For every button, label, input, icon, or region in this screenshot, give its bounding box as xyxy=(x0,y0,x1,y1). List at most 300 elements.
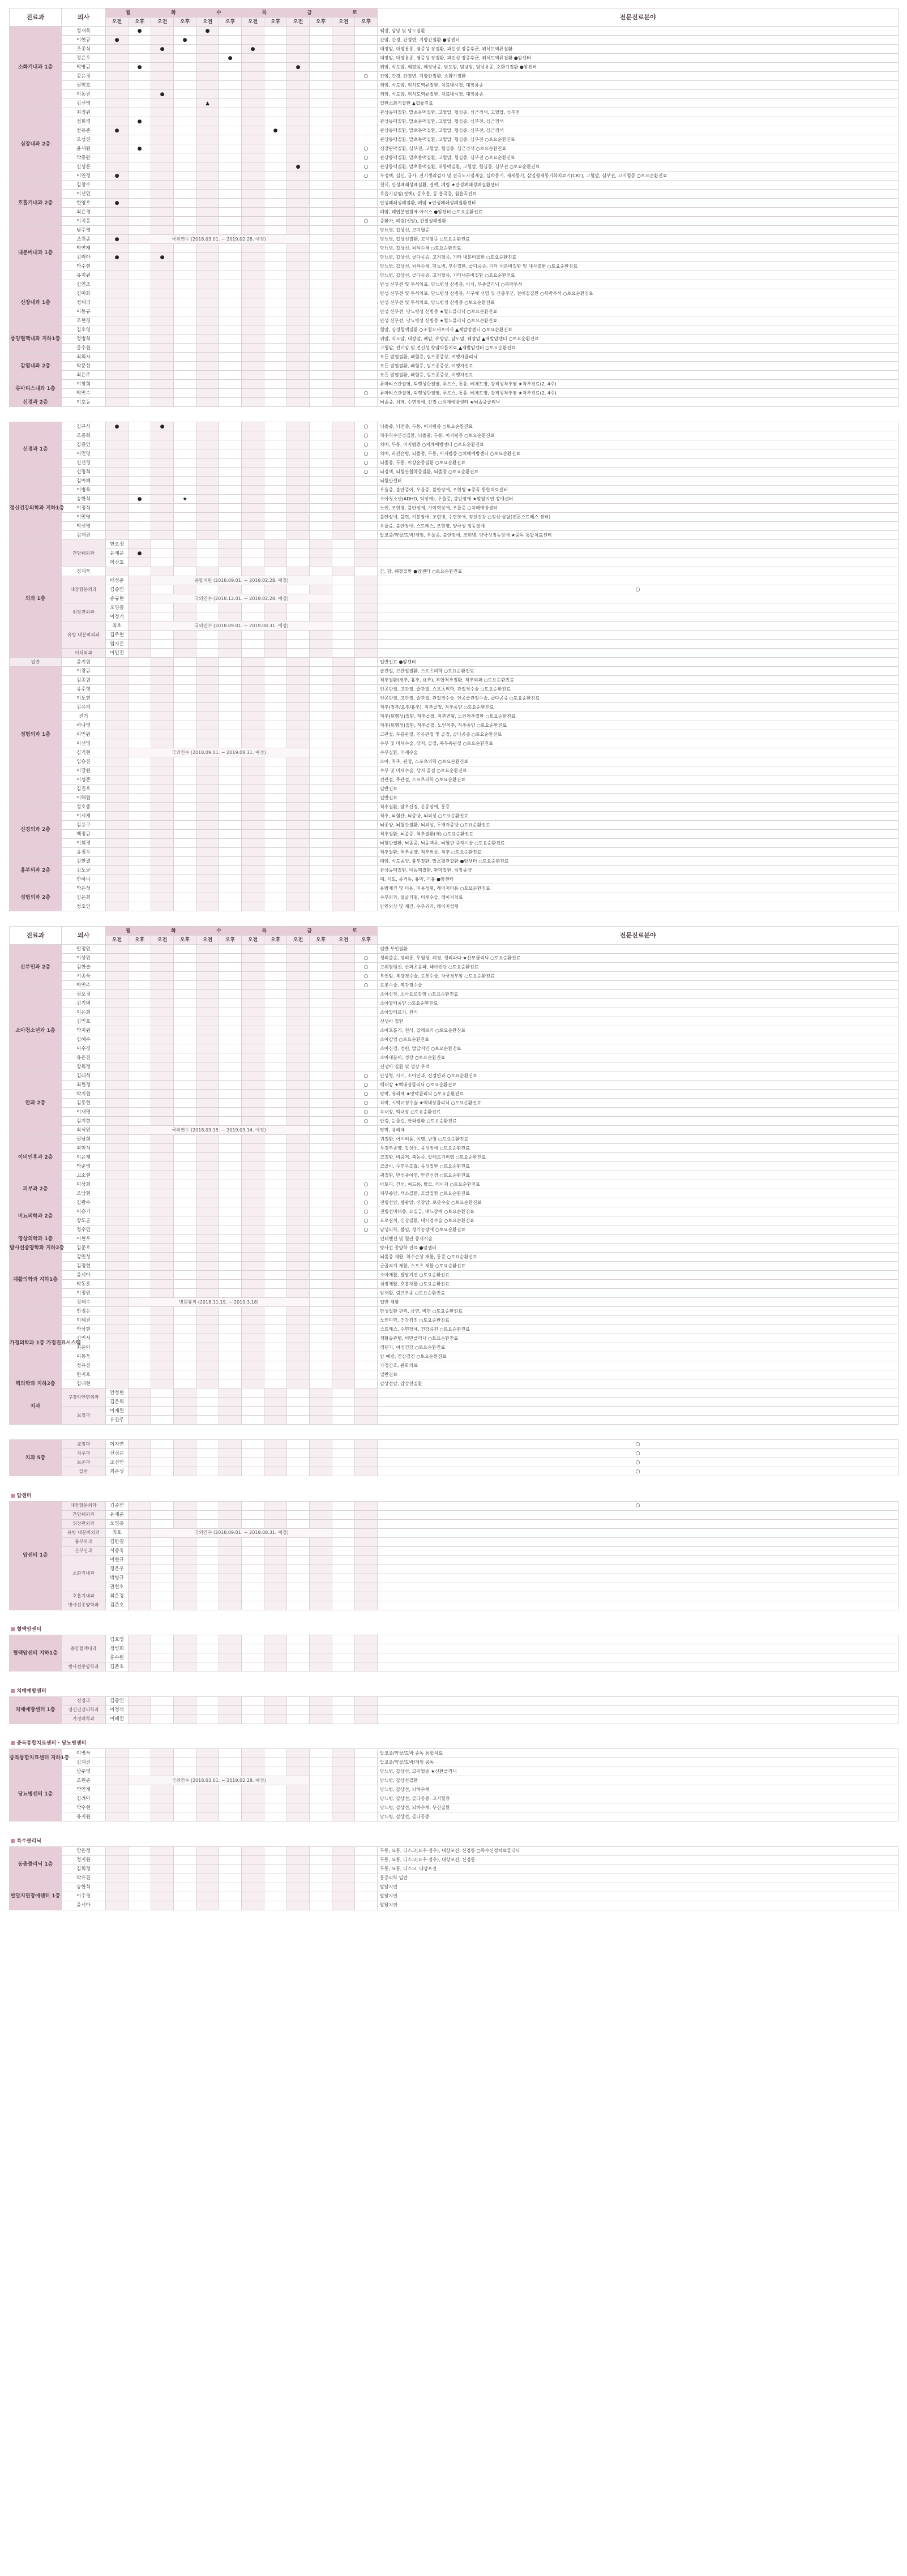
doctor-name[interactable]: 김준호 xyxy=(106,1662,129,1671)
doctor-name[interactable]: 김한솔 xyxy=(62,963,106,972)
table-row xyxy=(10,649,899,658)
header-dept: 진료과 xyxy=(10,927,62,945)
doctor-name[interactable]: 김준호 xyxy=(62,1244,106,1253)
doctor-name[interactable]: 이지연 xyxy=(106,1440,129,1449)
doctor-name[interactable]: 김혜수 xyxy=(62,1035,106,1044)
doctor-name[interactable]: 박유진 xyxy=(62,1874,106,1883)
doctor-name[interactable]: 김호영 xyxy=(106,1635,129,1644)
doctor-name[interactable]: 이도현 xyxy=(62,694,106,703)
doctor-name[interactable]: 박수현 xyxy=(62,262,106,271)
doctor-name[interactable]: 한영호 xyxy=(62,199,106,208)
doctor-name[interactable]: 김종원 xyxy=(62,676,106,685)
doctor-name[interactable]: 이혜진 xyxy=(62,1316,106,1325)
table-row xyxy=(10,54,899,63)
doctor-name[interactable]: 이정기 xyxy=(106,612,129,622)
doctor-name[interactable]: 최은경 xyxy=(62,208,106,217)
schedule-cell xyxy=(242,1035,264,1044)
specialty-text: 척추질환, 말초신경, 운동장애, 통증 xyxy=(378,803,899,812)
doctor-name[interactable]: 오명종 xyxy=(106,603,129,612)
doctor-name[interactable]: 이승기 xyxy=(62,1207,106,1216)
schedule-cell xyxy=(151,190,174,199)
schedule-cell: ○ xyxy=(355,1216,378,1225)
schedule-cell xyxy=(196,72,219,81)
doctor-name[interactable]: 이민진 xyxy=(106,649,129,658)
schedule-cell: ● xyxy=(151,253,174,262)
doctor-name[interactable]: 이서재 xyxy=(62,812,106,821)
doctor-name[interactable]: 하나영 xyxy=(62,721,106,730)
schedule-cell xyxy=(151,1555,174,1565)
doctor-name[interactable]: 장희정 xyxy=(62,1062,106,1071)
schedule-cell xyxy=(106,794,129,803)
doctor-name[interactable]: 한오정 xyxy=(106,540,129,549)
table-row xyxy=(10,1289,899,1298)
doctor-name[interactable]: 정재욱 xyxy=(62,27,106,36)
doctor-name[interactable]: 김도균 xyxy=(62,866,106,875)
subdept-cell: 구강악안면외과 xyxy=(62,1388,106,1407)
doctor-name[interactable]: 김진호 xyxy=(62,785,106,794)
doctor-name[interactable]: 정희경 xyxy=(62,117,106,126)
schedule-cell xyxy=(129,1449,151,1458)
doctor-name[interactable]: 이호동 xyxy=(62,398,106,407)
doctor-name[interactable]: 송한석 xyxy=(62,1883,106,1892)
doctor-name[interactable]: 박종관 xyxy=(62,153,106,162)
doctor-name[interactable]: 김유리 xyxy=(62,703,106,712)
doctor-name[interactable]: 안은정 xyxy=(62,1846,106,1855)
doctor-name[interactable]: 홍수원 xyxy=(106,1653,129,1662)
doctor-name[interactable]: 박상현 xyxy=(62,1325,106,1334)
doctor-name[interactable]: 홍수원 xyxy=(62,344,106,353)
doctor-name[interactable]: 정수민 xyxy=(62,1225,106,1235)
schedule-cell xyxy=(264,1449,287,1458)
doctor-name[interactable]: 정혜수 xyxy=(62,1298,106,1307)
specialty-text: 코골이, 수면무호흡, 음성질환 ○토요순환진료 xyxy=(378,1162,899,1171)
doctor-name[interactable]: 강민성 xyxy=(62,1253,106,1262)
schedule-cell xyxy=(174,1715,196,1724)
schedule-cell xyxy=(242,1635,264,1644)
schedule-cell xyxy=(219,1171,242,1180)
schedule-cell xyxy=(151,603,174,612)
doctor-name[interactable]: 김기현 xyxy=(62,748,106,757)
doctor-name[interactable]: 김동현 xyxy=(62,1099,106,1108)
schedule-cell xyxy=(106,449,129,458)
doctor-name[interactable]: 이광규 xyxy=(62,667,106,676)
doctor-name[interactable]: 최원정 xyxy=(62,1081,106,1090)
doctor-name[interactable]: 강은정 xyxy=(62,72,106,81)
doctor-name[interactable]: 유진주 xyxy=(106,1416,129,1425)
doctor-name[interactable]: 김창수 xyxy=(62,181,106,190)
schedule-cell xyxy=(310,458,332,468)
doctor-name[interactable]: 윤서아 xyxy=(62,1271,106,1280)
schedule-cell xyxy=(106,45,129,54)
doctor-name[interactable]: 신정은 xyxy=(106,1449,129,1458)
doctor-name[interactable]: 정재욱 xyxy=(62,567,106,576)
doctor-name[interactable]: 이정석 xyxy=(106,1705,129,1715)
doctor-name[interactable]: 조원종 xyxy=(62,1776,106,1785)
schedule-cell xyxy=(174,449,196,458)
schedule-cell xyxy=(151,262,174,271)
doctor-name[interactable]: 정호인 xyxy=(62,902,106,911)
doctor-name[interactable]: 김려아 xyxy=(62,1794,106,1803)
schedule-cell xyxy=(106,1785,129,1794)
schedule-cell xyxy=(151,280,174,289)
schedule-cell xyxy=(287,1253,310,1262)
schedule-cell xyxy=(174,244,196,253)
doctor-name[interactable]: 박병규 xyxy=(62,63,106,72)
doctor-name[interactable]: 김지현 xyxy=(62,1117,106,1126)
doctor-name[interactable]: 이치홍 xyxy=(62,217,106,226)
schedule-cell xyxy=(378,1407,899,1416)
schedule-cell xyxy=(174,1407,196,1416)
doctor-name[interactable]: 이은희 xyxy=(62,1008,106,1017)
doctor-name[interactable]: 정지원 xyxy=(62,1855,106,1865)
doctor-name[interactable]: 김연조 xyxy=(62,280,106,289)
schedule-cell xyxy=(219,1767,242,1776)
doctor-name[interactable]: 이상민 xyxy=(62,954,106,963)
doctor-name[interactable]: 박연재 xyxy=(62,1785,106,1794)
schedule-cell xyxy=(196,1635,219,1644)
schedule-cell xyxy=(174,585,196,594)
schedule-cell xyxy=(219,1407,242,1416)
doctor-name[interactable]: 최은성 xyxy=(106,1467,129,1476)
doctor-name[interactable]: 최윤아 xyxy=(62,1343,106,1352)
schedule-cell: ● xyxy=(106,36,129,45)
doctor-name[interactable]: 박지원 xyxy=(62,1090,106,1099)
schedule-cell xyxy=(242,181,264,190)
schedule-cell xyxy=(106,81,129,90)
doctor-name[interactable]: 박병규 xyxy=(106,1574,129,1583)
doctor-name[interactable]: 김종인 xyxy=(106,1696,129,1705)
doctor-name[interactable]: 서종욱 xyxy=(62,972,106,981)
doctor-name[interactable]: 김희정 xyxy=(62,1865,106,1874)
doctor-name[interactable]: 이동욱 xyxy=(62,1352,106,1361)
specialty-text: 알코올/약물/도박/게임, 우울증, 불안장애, 조현병, 양극성정동장애 ★중독 통합치료센터 xyxy=(378,531,899,540)
schedule-cell xyxy=(332,631,355,640)
doctor-name[interactable]: 최석민 xyxy=(62,1126,106,1135)
doctor-name[interactable]: 송규현 xyxy=(106,594,129,603)
doctor-name[interactable]: 윤세윤 xyxy=(106,1510,129,1519)
schedule-cell xyxy=(332,1071,355,1081)
doctor-name[interactable]: 오성진 xyxy=(62,135,106,144)
doctor-name[interactable]: 진기 xyxy=(62,712,106,721)
specialty-text: 소아감염 ○토요순환진료 xyxy=(378,1035,899,1044)
doctor-name[interactable]: 유지원 xyxy=(62,1812,106,1821)
doctor-name[interactable]: 김대현 xyxy=(62,1379,106,1388)
schedule-cell xyxy=(242,477,264,486)
schedule-cell xyxy=(106,1144,129,1153)
schedule-cell xyxy=(219,848,242,857)
doctor-name[interactable]: 박민주 xyxy=(62,981,106,990)
schedule-cell xyxy=(129,126,151,135)
doctor-name[interactable]: 이성준 xyxy=(62,775,106,785)
doctor-name[interactable]: 이재원 xyxy=(106,1407,129,1416)
schedule-cell xyxy=(106,803,129,812)
doctor-name[interactable]: 신성훈 xyxy=(62,162,106,172)
doctor-name[interactable]: 이정민 xyxy=(62,1289,106,1298)
doctor-name[interactable]: 이현우 xyxy=(62,1235,106,1244)
doctor-name[interactable]: 권남희 xyxy=(62,1135,106,1144)
schedule-cell xyxy=(287,199,310,208)
schedule-cell xyxy=(151,1361,174,1370)
doctor-name[interactable]: 김인호 xyxy=(62,1017,106,1026)
doctor-name[interactable]: 이진호 xyxy=(106,558,129,567)
doctor-name[interactable]: 김미혜 xyxy=(62,477,106,486)
doctor-name[interactable]: 정채리 xyxy=(62,298,106,307)
schedule-cell xyxy=(355,99,378,108)
schedule-cell xyxy=(106,440,129,449)
specialty-text: 발달지연 xyxy=(378,1883,899,1892)
doctor-name[interactable]: 서종욱 xyxy=(106,1546,129,1555)
doctor-name[interactable]: 김선영 xyxy=(62,99,106,108)
doctor-name[interactable]: 이재명 xyxy=(62,1108,106,1117)
table-row xyxy=(10,495,899,504)
schedule-cell xyxy=(332,1574,355,1583)
doctor-name[interactable]: 김민서 xyxy=(62,1334,106,1343)
doctor-name[interactable]: 권오정 xyxy=(62,990,106,999)
doctor-name[interactable]: 배성준 xyxy=(106,576,129,585)
table-row xyxy=(10,1803,899,1812)
table-row xyxy=(10,1874,899,1883)
doctor-name[interactable]: 김은희 xyxy=(62,893,106,902)
schedule-cell xyxy=(129,422,151,431)
doctor-name[interactable]: 조남현 xyxy=(62,1189,106,1198)
doctor-name[interactable]: 이상희 xyxy=(62,1180,106,1189)
doctor-name[interactable]: 안하나 xyxy=(62,875,106,884)
doctor-name[interactable]: 신명희 xyxy=(62,468,106,477)
schedule-cell xyxy=(264,1099,287,1108)
doctor-name[interactable]: 한지호 xyxy=(62,1370,106,1379)
doctor-name[interactable]: 김재진 xyxy=(62,1758,106,1767)
schedule-cell xyxy=(355,1325,378,1334)
doctor-name[interactable]: 김은희 xyxy=(106,1398,129,1407)
doctor-name[interactable]: 김광수 xyxy=(62,1198,106,1207)
schedule-cell xyxy=(310,585,332,594)
doctor-name[interactable]: 정병희 xyxy=(62,335,106,344)
table-row xyxy=(10,712,899,721)
doctor-name[interactable]: 안정은 xyxy=(62,1307,106,1316)
doctor-name[interactable]: 이동진 xyxy=(62,90,106,99)
doctor-name[interactable]: 김종인 xyxy=(62,440,106,449)
doctor-name[interactable]: 이민원 xyxy=(62,730,106,739)
schedule-cell xyxy=(174,766,196,775)
doctor-name[interactable]: 정유진 xyxy=(62,1361,106,1370)
doctor-name[interactable]: 김종민 xyxy=(106,1501,129,1510)
schedule-cell xyxy=(287,875,310,884)
schedule-cell xyxy=(196,1216,219,1225)
doctor-name[interactable]: 백정규 xyxy=(62,830,106,839)
schedule-cell xyxy=(310,812,332,821)
doctor-name[interactable]: 안정민 xyxy=(62,945,106,954)
schedule-cell xyxy=(310,1794,332,1803)
doctor-name[interactable]: 최은경 xyxy=(106,1592,129,1601)
doctor-name[interactable]: 박준영 xyxy=(62,1162,106,1171)
doctor-name[interactable]: 이강원 xyxy=(62,766,106,775)
doctor-name[interactable]: 최의자 xyxy=(62,353,106,362)
schedule-cell xyxy=(310,540,332,549)
schedule-cell xyxy=(264,540,287,549)
schedule-cell xyxy=(242,1407,264,1416)
schedule-cell xyxy=(310,289,332,298)
schedule-table xyxy=(9,1491,899,1610)
schedule-cell xyxy=(287,1662,310,1671)
schedule-cell xyxy=(174,1026,196,1035)
doctor-name[interactable]: 최정원 xyxy=(62,108,106,117)
doctor-name[interactable]: 이현규 xyxy=(62,36,106,45)
schedule-cell xyxy=(129,190,151,199)
schedule-cell xyxy=(355,199,378,208)
doctor-name[interactable]: 안정현 xyxy=(106,1388,129,1398)
schedule-cell xyxy=(310,1555,332,1565)
doctor-name[interactable]: 유주형 xyxy=(62,685,106,694)
doctor-name[interactable]: 김한결 xyxy=(62,857,106,866)
doctor-name[interactable]: 신선경 xyxy=(62,458,106,468)
doctor-name[interactable]: 정호중 xyxy=(62,803,106,812)
doctor-name[interactable]: 박동훈 xyxy=(62,1280,106,1289)
doctor-name[interactable]: 남주영 xyxy=(62,226,106,235)
doctor-name[interactable]: 이해원 xyxy=(62,794,106,803)
doctor-name[interactable]: 조종식 xyxy=(62,45,106,54)
doctor-name[interactable]: 김한결 xyxy=(106,1537,129,1546)
doctor-name[interactable]: 박선영 xyxy=(62,522,106,531)
schedule-cell xyxy=(287,72,310,81)
doctor-name[interactable]: 윤지원 xyxy=(62,658,106,667)
schedule-cell xyxy=(310,848,332,857)
doctor-name[interactable]: 송한석 xyxy=(62,495,106,504)
schedule-cell xyxy=(129,362,151,371)
schedule-cell xyxy=(310,1865,332,1874)
doctor-name[interactable]: 정병희 xyxy=(106,1644,129,1653)
doctor-name[interactable]: 김종민 xyxy=(106,585,129,594)
doctor-name[interactable]: 박문선 xyxy=(62,362,106,371)
schedule-cell: ○ xyxy=(355,1189,378,1198)
doctor-name[interactable]: 김정현 xyxy=(62,1262,106,1271)
schedule-cell xyxy=(264,803,287,812)
doctor-name[interactable]: 이선민 xyxy=(62,190,106,199)
schedule-cell xyxy=(264,558,287,567)
schedule-cell: ● xyxy=(151,45,174,54)
schedule-cell xyxy=(106,875,129,884)
schedule-cell xyxy=(378,1537,899,1546)
doctor-name[interactable]: 조원종 xyxy=(62,235,106,244)
doctor-name[interactable]: 정은우 xyxy=(62,54,106,63)
doctor-name[interactable]: 오명종 xyxy=(106,1519,129,1528)
specialty-text: 치매, 두통, 어지럼증 ○치매예방센터 ○토요순환진료 xyxy=(378,440,899,449)
schedule-cell xyxy=(310,135,332,144)
doctor-name[interactable]: 김재진 xyxy=(62,531,106,540)
schedule-cell xyxy=(264,685,287,694)
doctor-name[interactable]: 박연재 xyxy=(62,244,106,253)
doctor-name[interactable]: 김규식 xyxy=(62,422,106,431)
schedule-cell xyxy=(242,1855,264,1865)
doctor-name[interactable]: 이혜진 xyxy=(106,1715,129,1724)
table-row xyxy=(10,477,899,486)
schedule-cell xyxy=(332,875,355,884)
doctor-name[interactable]: 박수현 xyxy=(62,1803,106,1812)
doctor-name[interactable]: 이수경 xyxy=(62,1044,106,1053)
doctor-name[interactable]: 임승진 xyxy=(62,757,106,766)
schedule-cell xyxy=(174,945,196,954)
doctor-name[interactable]: 이병욱 xyxy=(62,1749,106,1758)
schedule-cell xyxy=(242,431,264,440)
schedule-cell xyxy=(106,1280,129,1289)
schedule-cell xyxy=(264,649,287,658)
doctor-name[interactable]: 이선영 xyxy=(62,739,106,748)
doctor-name[interactable]: 이병욱 xyxy=(62,486,106,495)
doctor-name[interactable]: 최호 xyxy=(106,622,129,631)
doctor-name[interactable]: 조현경 xyxy=(62,316,106,325)
doctor-name[interactable]: 윤서아 xyxy=(62,1901,106,1910)
doctor-name[interactable]: 이창희 xyxy=(62,380,106,389)
doctor-name[interactable]: 조선민 xyxy=(106,1458,129,1467)
doctor-name[interactable]: 김주현 xyxy=(106,631,129,640)
doctor-name[interactable]: 유은진 xyxy=(62,1053,106,1062)
doctor-name[interactable]: 임지은 xyxy=(106,640,129,649)
doctor-name[interactable]: 유정우 xyxy=(62,848,106,857)
header-doctor: 의사 xyxy=(62,927,106,945)
doctor-name[interactable]: 이수경 xyxy=(62,1892,106,1901)
doctor-name[interactable]: 김기백 xyxy=(62,999,106,1008)
doctor-name[interactable]: 남주영 xyxy=(62,1767,106,1776)
table-row xyxy=(10,1334,899,1343)
doctor-name[interactable]: 김응구 xyxy=(62,821,106,830)
doctor-name[interactable]: 장도균 xyxy=(62,1216,106,1225)
schedule-cell xyxy=(332,280,355,289)
schedule-cell xyxy=(129,1117,151,1126)
doctor-name[interactable]: 권현호 xyxy=(62,81,106,90)
schedule-cell xyxy=(242,1758,264,1767)
schedule-cell xyxy=(264,362,287,371)
doctor-name[interactable]: 전용준 xyxy=(62,126,106,135)
doctor-name[interactable]: 박민수 xyxy=(62,389,106,398)
doctor-name[interactable]: 최호 xyxy=(106,1528,129,1537)
doctor-name[interactable]: 고소현 xyxy=(62,1171,106,1180)
schedule-cell xyxy=(355,1601,378,1610)
doctor-name[interactable]: 정은우 xyxy=(106,1565,129,1574)
doctor-name[interactable]: 윤세원 xyxy=(62,144,106,153)
doctor-name[interactable]: 박지원 xyxy=(62,1026,106,1035)
doctor-name[interactable]: 권현호 xyxy=(106,1583,129,1592)
doctor-name[interactable]: 유지원 xyxy=(62,271,106,280)
schedule-cell xyxy=(264,1062,287,1071)
schedule-cell: ○ xyxy=(355,431,378,440)
doctor-name[interactable]: 김려아 xyxy=(62,253,106,262)
doctor-name[interactable]: 이윤재 xyxy=(62,1153,106,1162)
schedule-cell xyxy=(332,667,355,676)
schedule-cell xyxy=(287,848,310,857)
doctor-name[interactable]: 이민영 xyxy=(62,513,106,522)
schedule-cell xyxy=(287,468,310,477)
doctor-name[interactable]: 이민영 xyxy=(62,449,106,458)
doctor-name[interactable]: 이현규 xyxy=(106,1555,129,1565)
doctor-name[interactable]: 김미화 xyxy=(62,289,106,298)
schedule-cell xyxy=(332,1035,355,1044)
doctor-name[interactable]: 최은주 xyxy=(62,371,106,380)
table-row xyxy=(10,253,899,262)
doctor-name[interactable]: 이동규 xyxy=(62,307,106,316)
doctor-name[interactable]: 박은성 xyxy=(62,884,106,893)
doctor-name[interactable]: 이연정 xyxy=(62,172,106,181)
schedule-cell xyxy=(242,262,264,271)
doctor-name[interactable]: 김호영 xyxy=(62,325,106,335)
doctor-name[interactable]: 김준호 xyxy=(106,1601,129,1610)
doctor-name[interactable]: 이정석 xyxy=(62,504,106,513)
schedule-cell xyxy=(264,990,287,999)
doctor-name[interactable]: 이희경 xyxy=(62,839,106,848)
schedule-cell xyxy=(174,1865,196,1874)
doctor-name[interactable]: 최현석 xyxy=(62,1144,106,1153)
doctor-name[interactable]: 윤세윤 xyxy=(106,549,129,558)
doctor-name[interactable]: 조종희 xyxy=(62,431,106,440)
doctor-name[interactable]: 김래석 xyxy=(62,1071,106,1081)
